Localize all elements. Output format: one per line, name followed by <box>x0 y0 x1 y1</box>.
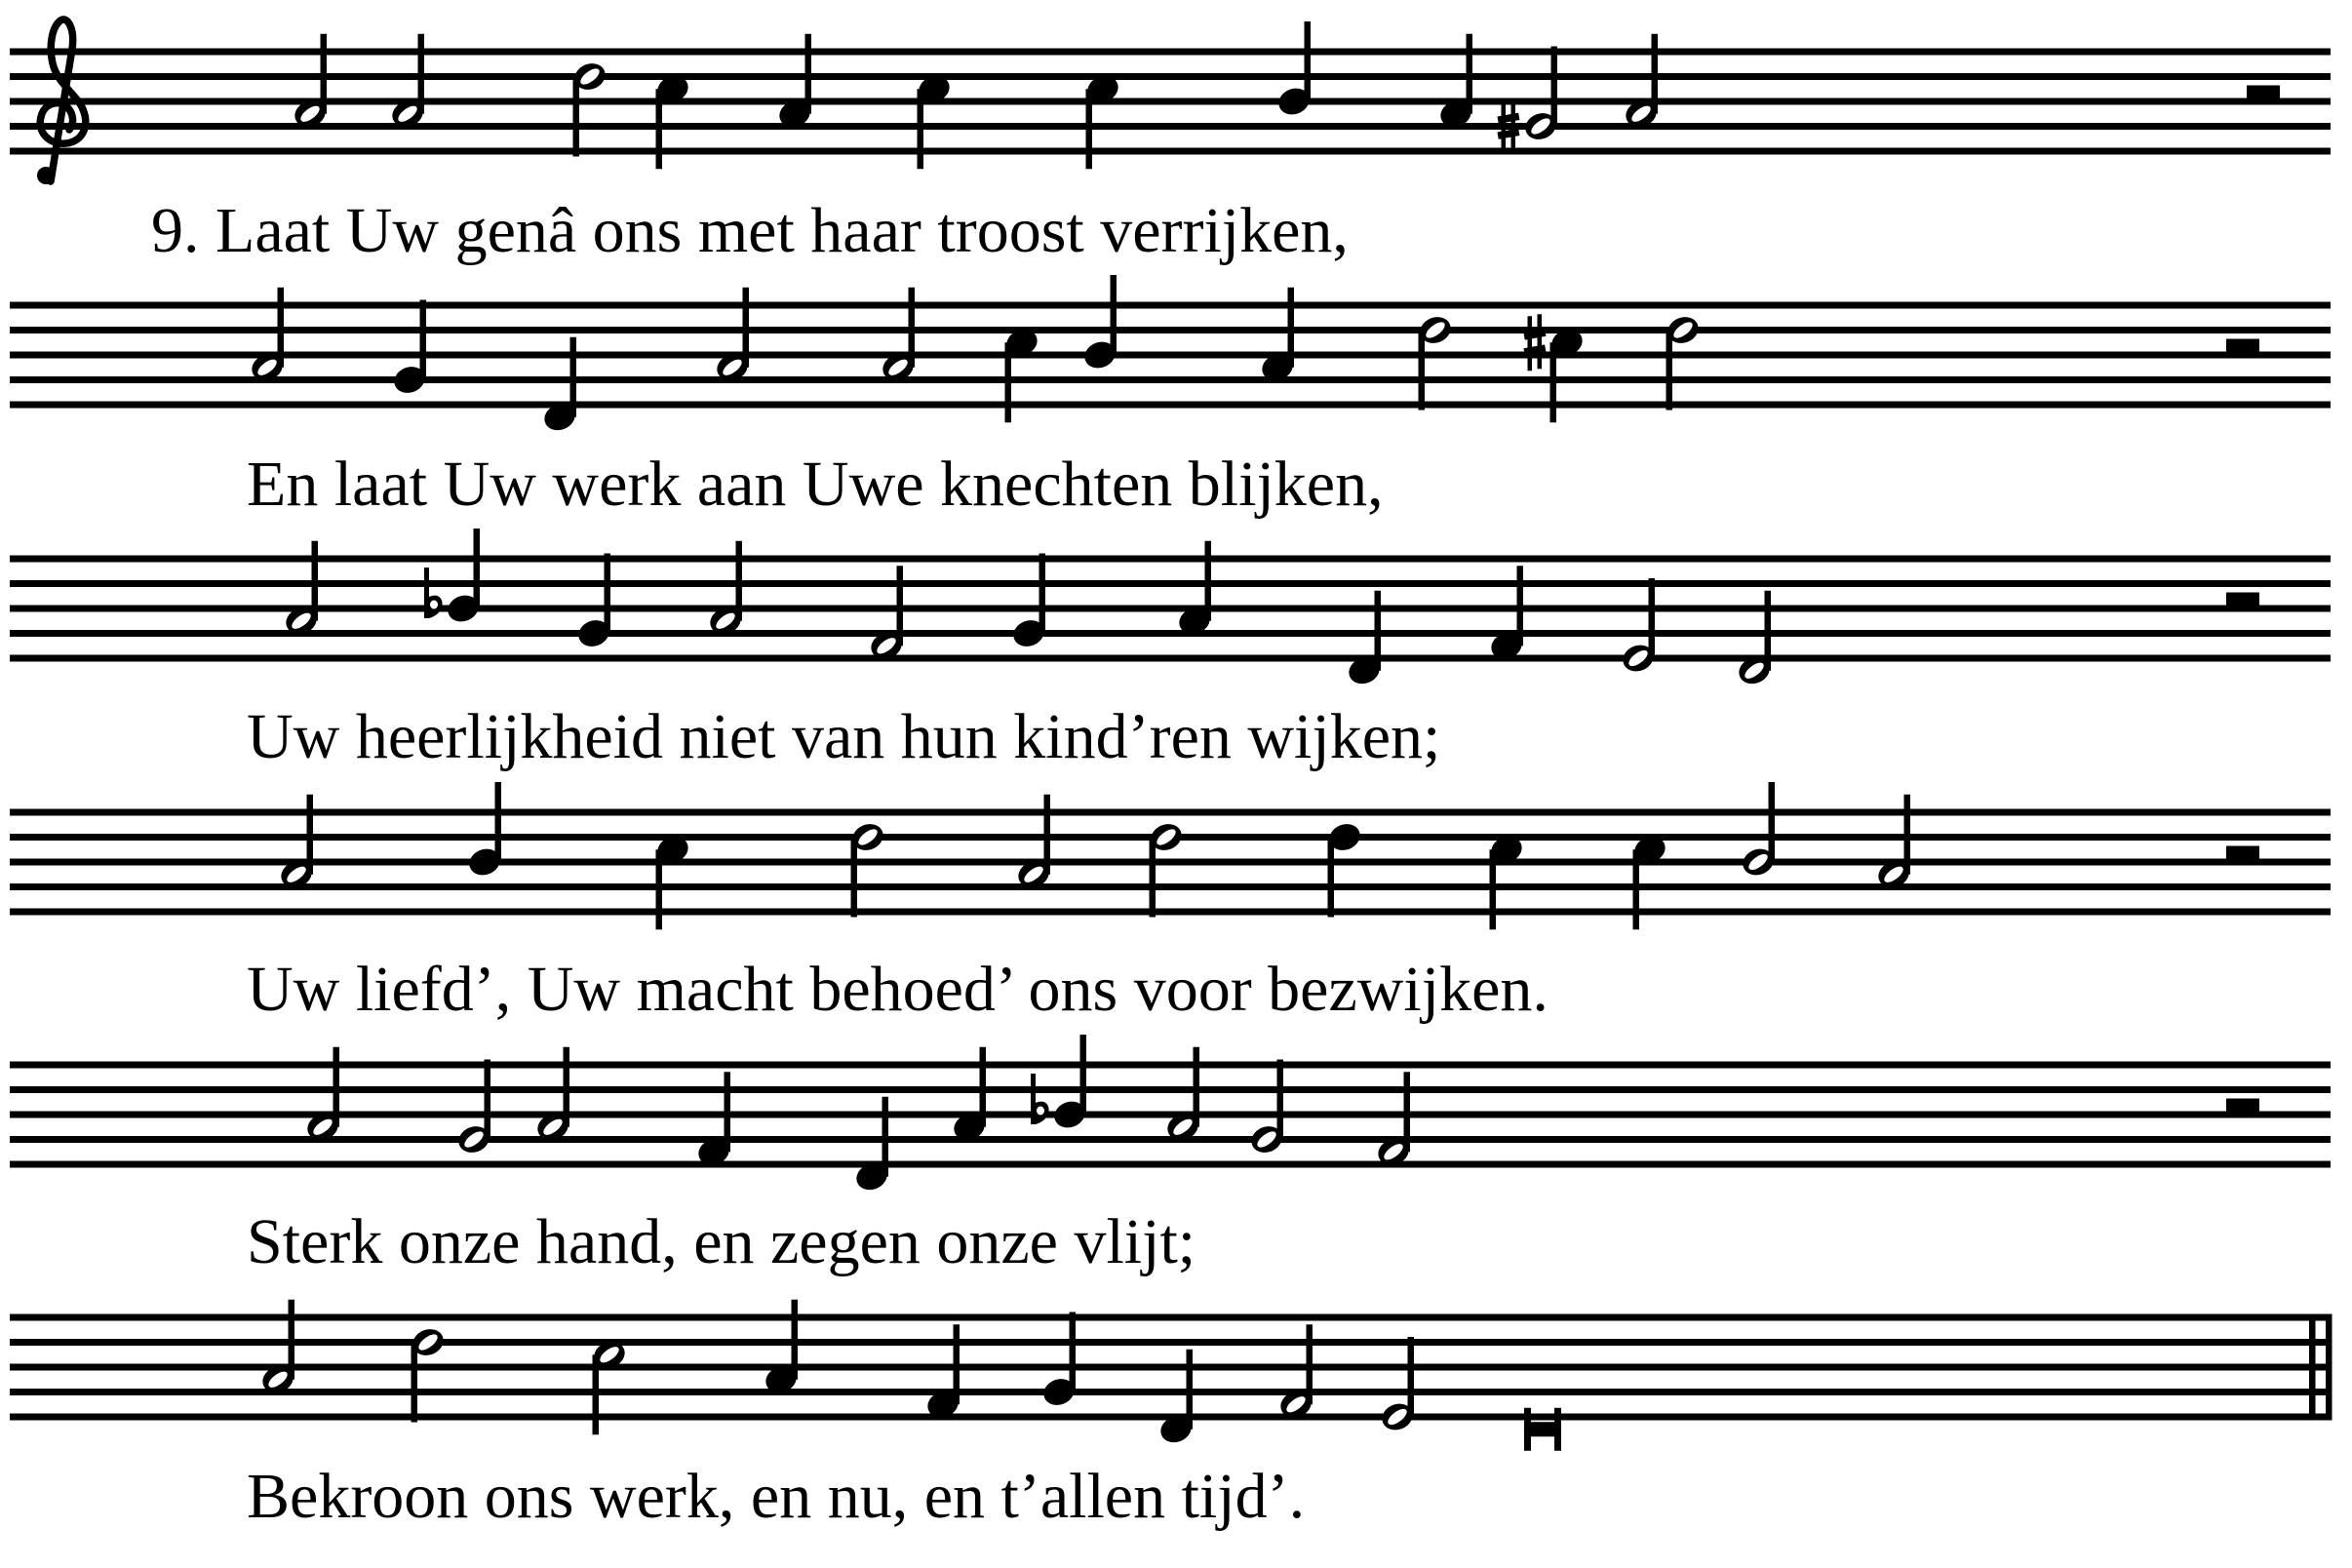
lyric-line-6: Bekroon ons werk, en nu, en t’allen tijd’. <box>247 1461 1306 1532</box>
note-stem <box>1652 34 1659 114</box>
staff-line <box>10 352 2331 359</box>
note-stem <box>1328 838 1335 918</box>
lyric-line-3: Uw heerlijkheid niet van hun kind’ren wijken; <box>247 701 1441 772</box>
staff-line <box>10 655 2331 662</box>
staff-line <box>10 556 2331 563</box>
lyric-line-1: 9. Laat Uw genâ ons met haar troost verrijken, <box>151 195 1349 266</box>
note-stem <box>1044 795 1051 875</box>
staff-line <box>10 1389 2331 1395</box>
note-stem <box>474 529 481 608</box>
note-stem <box>1307 1324 1313 1404</box>
note-stem <box>1666 331 1673 411</box>
note-stem <box>573 77 580 157</box>
note-stem <box>1375 591 1382 671</box>
half-rest <box>2226 846 2259 859</box>
note-stem <box>1039 554 1046 634</box>
note-stem <box>1517 566 1524 646</box>
note-stem <box>656 89 663 169</box>
note-stem <box>420 300 427 380</box>
note-stem <box>1080 1035 1087 1115</box>
staff-line <box>10 1086 2331 1093</box>
note-stem <box>1419 331 1426 411</box>
note-stem <box>1765 591 1772 671</box>
note-stem <box>495 782 502 862</box>
note-stem <box>909 288 916 368</box>
note-stem <box>1551 47 1558 127</box>
note-stem <box>1550 342 1557 422</box>
note-stem <box>918 89 924 169</box>
staff-line <box>10 580 2331 587</box>
staff-line <box>10 1112 2331 1118</box>
final-barline <box>2309 1314 2316 1421</box>
staff-line <box>10 1364 2331 1371</box>
note-stem <box>333 1047 340 1127</box>
note-stem <box>1649 578 1656 658</box>
note-stem <box>736 541 743 621</box>
note-stem <box>1490 849 1497 929</box>
staff-line <box>10 859 2331 866</box>
staff-line <box>10 1339 2331 1346</box>
staff-line <box>10 883 2331 890</box>
breve-head <box>1527 1422 1558 1436</box>
staff-line <box>10 1062 2331 1069</box>
note-stem <box>725 1072 731 1152</box>
staff-line <box>10 327 2331 333</box>
note-stem <box>1111 275 1117 355</box>
staff-line <box>10 302 2331 309</box>
note-stem <box>307 795 314 875</box>
note-stem <box>1150 838 1156 918</box>
lyric-line-2: En laat Uw werk aan Uwe knechten blijken, <box>247 449 1384 520</box>
staff-line <box>10 809 2331 816</box>
note-stem <box>792 1300 799 1380</box>
staff-line <box>10 630 2331 637</box>
note-stem <box>1194 1047 1200 1127</box>
final-barline <box>2326 1314 2332 1421</box>
half-rest <box>2226 593 2259 606</box>
staff-line <box>10 376 2331 383</box>
note-stem <box>954 1324 960 1404</box>
note-stem <box>1070 1313 1077 1392</box>
staff-line <box>10 1314 2331 1321</box>
note-stem <box>278 288 285 368</box>
note-stem <box>805 34 812 114</box>
note-stem <box>1467 34 1473 114</box>
note-stem <box>564 1047 570 1127</box>
half-rest <box>2226 1099 2259 1112</box>
staff-line <box>10 402 2331 409</box>
lyric-line-4: Uw liefd’, Uw macht behoed’ ons voor bezwijken. <box>247 954 1548 1025</box>
note-stem <box>1288 288 1295 368</box>
half-rest <box>2247 86 2280 98</box>
note-stem <box>412 1343 418 1423</box>
note-stem <box>882 1097 889 1177</box>
note-stem <box>656 849 663 929</box>
note-stem <box>1005 342 1012 422</box>
note-stem <box>1205 541 1212 621</box>
note-stem <box>1769 782 1776 862</box>
lyric-line-5: Sterk onze hand, en zegen onze vlijt; <box>247 1206 1196 1277</box>
staff-line <box>10 98 2331 105</box>
note-stem <box>570 337 577 417</box>
half-rest <box>2226 339 2259 352</box>
staff-line <box>10 73 2331 80</box>
note-stem <box>1408 1337 1415 1417</box>
note-stem <box>743 288 750 368</box>
note-stem <box>312 541 319 621</box>
note-stem <box>980 1047 987 1127</box>
staff-line <box>10 148 2331 155</box>
note-stem <box>851 838 858 918</box>
note-stem <box>1633 849 1640 929</box>
note-stem <box>593 1354 600 1434</box>
staff-line <box>10 1161 2331 1168</box>
note-stem <box>605 554 611 634</box>
staff-line <box>10 909 2331 916</box>
note-stem <box>321 34 328 114</box>
note-stem <box>1086 89 1093 169</box>
note-stem <box>1277 1060 1284 1140</box>
note-stem <box>418 34 425 114</box>
staff-line <box>10 1136 2331 1143</box>
staff-line <box>10 606 2331 612</box>
note-stem <box>485 1060 491 1140</box>
note-stem <box>897 566 904 646</box>
note-stem <box>1404 1072 1411 1152</box>
staff-line <box>10 123 2331 130</box>
note-stem <box>289 1300 295 1380</box>
note-stem <box>1904 795 1911 875</box>
staff-line <box>10 49 2331 56</box>
note-stem <box>1305 21 1312 101</box>
note-stem <box>1187 1350 1194 1430</box>
